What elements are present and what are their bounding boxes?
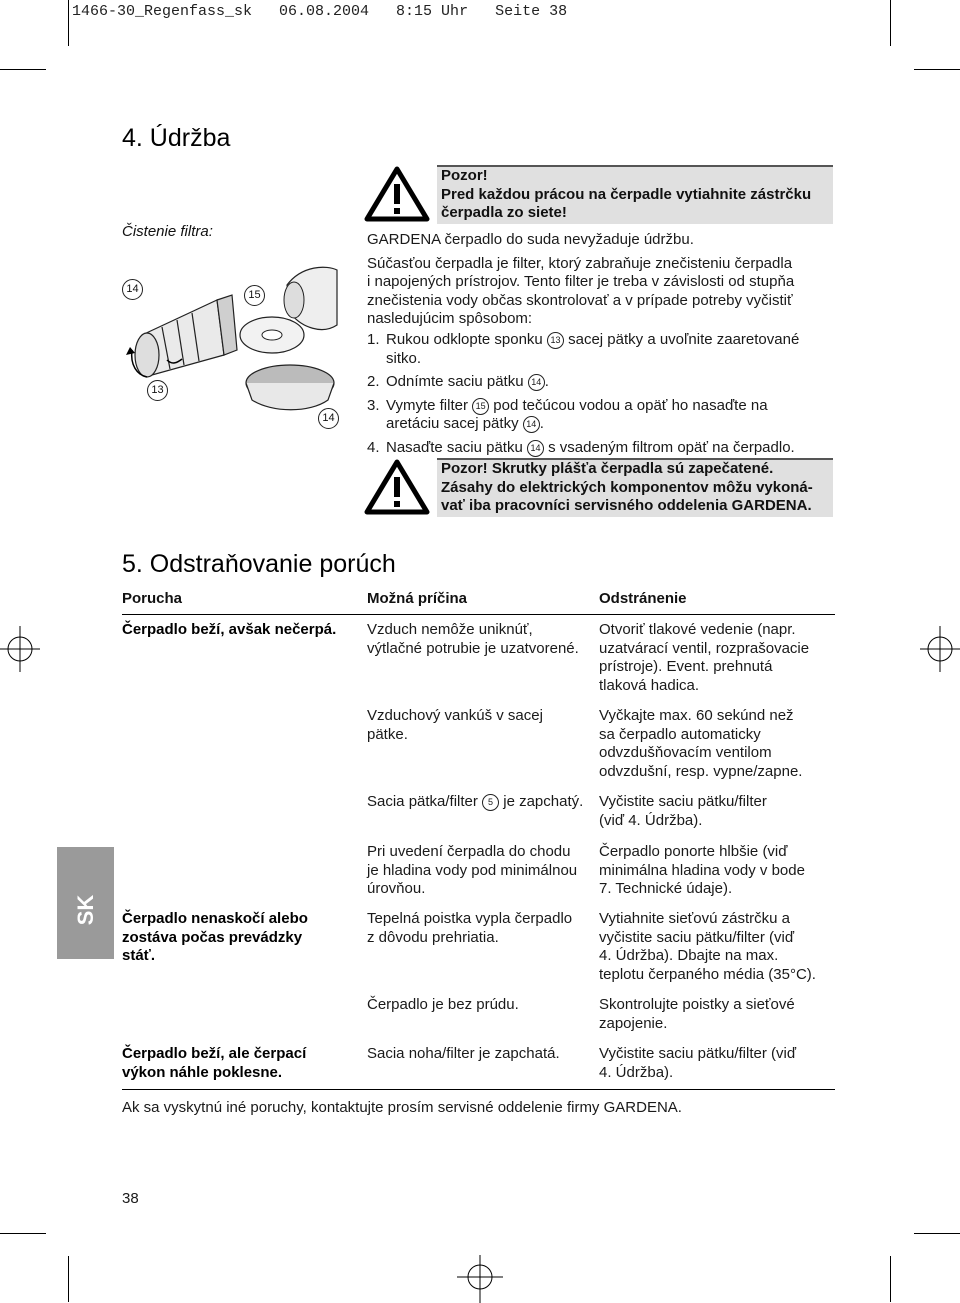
step-number: 4.: [367, 438, 380, 456]
fix-text: sa čerpadlo automaticky: [599, 725, 761, 743]
fix-text: (viď 4. Údržba).: [599, 811, 703, 829]
page-number: 38: [122, 1190, 139, 1207]
ref-number: 14: [523, 416, 540, 433]
warning1-line: Pozor!: [441, 167, 488, 184]
step-item: [367, 331, 837, 368]
cleaning-steps: [367, 331, 837, 457]
fix-text: 7. Technické údaje).: [599, 880, 733, 897]
ref-number: 14: [528, 374, 545, 391]
step-text: Rukou odklopte sponku: [386, 331, 547, 348]
fix-text: Vyčistite saciu pätku/filter: [599, 793, 767, 810]
table-footer-rule: [122, 1089, 835, 1090]
problem-text: stáť.: [122, 947, 156, 964]
step-text: .: [539, 415, 544, 432]
fix-text: zapojenie.: [599, 1014, 668, 1032]
cause-cell: [367, 793, 583, 812]
step-item: [367, 439, 837, 458]
cause-text: Pri uvedení čerpadla do chodu: [367, 843, 571, 860]
problem-text: Čerpadlo beží, ale čerpací: [122, 1045, 307, 1062]
step-number: 2.: [367, 373, 380, 390]
warning2-line: vať iba pracovníci servisného oddelenia GARDENA.: [441, 497, 812, 514]
cause-cell: [367, 996, 519, 1015]
problem-cell: [122, 621, 336, 640]
cause-cell: [367, 621, 579, 658]
cause-text: úrovňou.: [367, 880, 426, 897]
fix-cell: [599, 707, 802, 781]
footer-note: Ak sa vyskytnú iné poruchy, kontaktujte prosím servisné oddelenie firmy GARDENA.: [122, 1099, 682, 1116]
step-text: sacej pätky a uvoľnite zaaretované: [563, 331, 800, 348]
cause-text: je zapchatý.: [499, 793, 584, 810]
fig-ref-label: 15: [244, 285, 265, 306]
crop-mark: [890, 1256, 891, 1302]
cause-text: je hladina vody pod minimálnou: [367, 861, 578, 879]
fix-text: teplotu čerpaného média (35°C).: [599, 965, 816, 983]
step-text: .: [544, 373, 549, 390]
cause-text: Čerpadlo je bez prúdu.: [367, 996, 519, 1013]
fix-text: 4. Údržba).: [599, 1063, 674, 1081]
crop-mark: [914, 1233, 960, 1234]
fix-text: Vytiahnite sieťovú zástrčku a: [599, 910, 790, 927]
fix-text: Vyčkajte max. 60 sekúnd než: [599, 707, 794, 724]
warning2-line: Pozor! Skrutky plášťa čerpadla sú zapečatené.: [441, 460, 774, 477]
cause-text: Sacia pätka/filter: [367, 793, 483, 810]
cause-cell: [367, 843, 577, 899]
problem-text: Čerpadlo beží, avšak nečerpá.: [122, 621, 337, 638]
warning-triangle-icon: [363, 164, 431, 224]
ref-number: 15: [472, 398, 489, 415]
col-header-fix: Odstránenie: [599, 590, 687, 607]
step-text: Nasaďte saciu pätku: [386, 438, 527, 456]
crop-mark: [68, 0, 69, 46]
fix-text: vyčistite saciu pätku/filter (viď: [599, 928, 795, 946]
crop-mark: [0, 69, 46, 70]
step-text: s vsadeným filtrom opäť na čerpadlo.: [543, 438, 795, 456]
registration-mark-left: [0, 626, 40, 672]
maintenance-paragraph-line: Súčasťou čerpadla je filter, ktorý zabraňuje znečisteniu čerpadla: [367, 254, 793, 272]
step-item: [367, 397, 837, 434]
table-header-rule: [122, 614, 835, 615]
crop-mark: [68, 1256, 69, 1302]
ref-number: 13: [547, 332, 564, 349]
step-text: sitko.: [386, 349, 422, 367]
fix-cell: [599, 1045, 796, 1082]
fix-text: uzatvárací ventil, rozprašovacie: [599, 639, 810, 657]
problem-cell: [122, 1045, 306, 1082]
cause-cell: [367, 1045, 560, 1064]
warning-triangle-icon: [363, 457, 431, 517]
section-title-troubleshooting: 5. Odstraňovanie porúch: [122, 550, 396, 578]
maintenance-paragraph-line: GARDENA čerpadlo do suda nevyžaduje údržbu.: [367, 231, 694, 248]
fix-cell: [599, 793, 767, 830]
ref-number: 5: [482, 794, 499, 811]
maintenance-paragraph-line: i napojených prístrojov. Tento filter je treba v závislosti od stupňa: [367, 273, 795, 290]
warning1-line: čerpadla zo siete!: [441, 204, 567, 221]
ref-number: 14: [527, 440, 544, 457]
filter-cleaning-label: Čistenie filtra:: [122, 223, 213, 240]
cause-text: Sacia noha/filter je zapchatá.: [367, 1045, 560, 1062]
fig-ref-label: 14: [122, 279, 143, 300]
cause-text: výtlačné potrubie je uzatvorené.: [367, 639, 579, 657]
step-text: Odnímte saciu pätku: [386, 373, 528, 390]
fix-cell: [599, 996, 795, 1033]
fix-text: Vyčistite saciu pätku/filter (viď: [599, 1045, 797, 1062]
step-text: pod tečúcou vodou a opäť ho nasaďte na: [489, 396, 768, 414]
fix-text: Otvoriť tlakové vedenie (napr.: [599, 621, 796, 638]
step-number: 1.: [367, 331, 380, 348]
problem-text: zostáva počas prevádzky: [122, 928, 303, 946]
cause-text: Tepelná poistka vypla čerpadlo: [367, 910, 573, 927]
fix-cell: [599, 910, 816, 984]
step-text: Vymyte filter: [386, 396, 473, 414]
language-tab-label: SK: [73, 894, 98, 926]
cause-text: Vzduchový vankúš v sacej: [367, 707, 543, 724]
filter-illustration: [112, 255, 352, 435]
step-item: [367, 373, 837, 392]
fix-text: minimálna hladina vody v bode: [599, 861, 805, 879]
fig-ref-label: 13: [147, 380, 168, 401]
section-title-maintenance: 4. Údržba: [122, 124, 231, 152]
fix-text: Skontrolujte poistky a sieťové: [599, 996, 795, 1013]
maintenance-paragraph-line: znečistenia vody občas skontrolovať a v prípade potreby vyčistiť: [367, 291, 793, 309]
problem-text: Čerpadlo nenaskočí alebo: [122, 910, 308, 927]
col-header-problem: Porucha: [122, 590, 183, 607]
print-header: 1466-30_Regenfass_sk 06.08.2004 8:15 Uhr Seite 38: [72, 3, 568, 20]
cause-cell: [367, 707, 543, 744]
step-number: 3.: [367, 396, 380, 414]
warning1-line: Pred každou prácou na čerpadle vytiahnite zástrčku: [441, 185, 812, 203]
crop-mark: [914, 69, 960, 70]
cause-text: pätke.: [367, 725, 408, 743]
fix-text: tlaková hadica.: [599, 676, 700, 694]
maintenance-paragraph-line: nasledujúcim spôsobom:: [367, 310, 533, 327]
problem-cell: [122, 910, 308, 966]
fix-text: odvzdušňovacím ventilom: [599, 744, 772, 761]
cause-text: Vzduch nemôže uniknúť,: [367, 621, 533, 638]
fix-cell: [599, 621, 809, 695]
registration-mark-right: [920, 626, 960, 672]
step-text: aretáciu sacej pätky: [386, 415, 523, 432]
registration-mark-bottom: [457, 1255, 503, 1303]
fig-ref-label: 14: [318, 408, 339, 429]
crop-mark: [890, 0, 891, 46]
crop-mark: [0, 1233, 46, 1234]
problem-text: výkon náhle poklesne.: [122, 1063, 283, 1081]
cause-cell: [367, 910, 572, 947]
fix-text: Čerpadlo ponorte hlbšie (viď: [599, 843, 788, 860]
fix-text: 4. Údržba). Dbajte na max.: [599, 947, 779, 964]
fix-text: odvzdušní, resp. vypne/zapne.: [599, 762, 803, 780]
cause-text: z dôvodu prehriatia.: [367, 928, 499, 946]
fix-text: prístroje). Event. prehnutá: [599, 658, 773, 675]
warning2-line: Zásahy do elektrických komponentov môžu vykoná-: [441, 478, 813, 496]
fix-cell: [599, 843, 805, 899]
col-header-cause: Možná príčina: [367, 590, 468, 607]
